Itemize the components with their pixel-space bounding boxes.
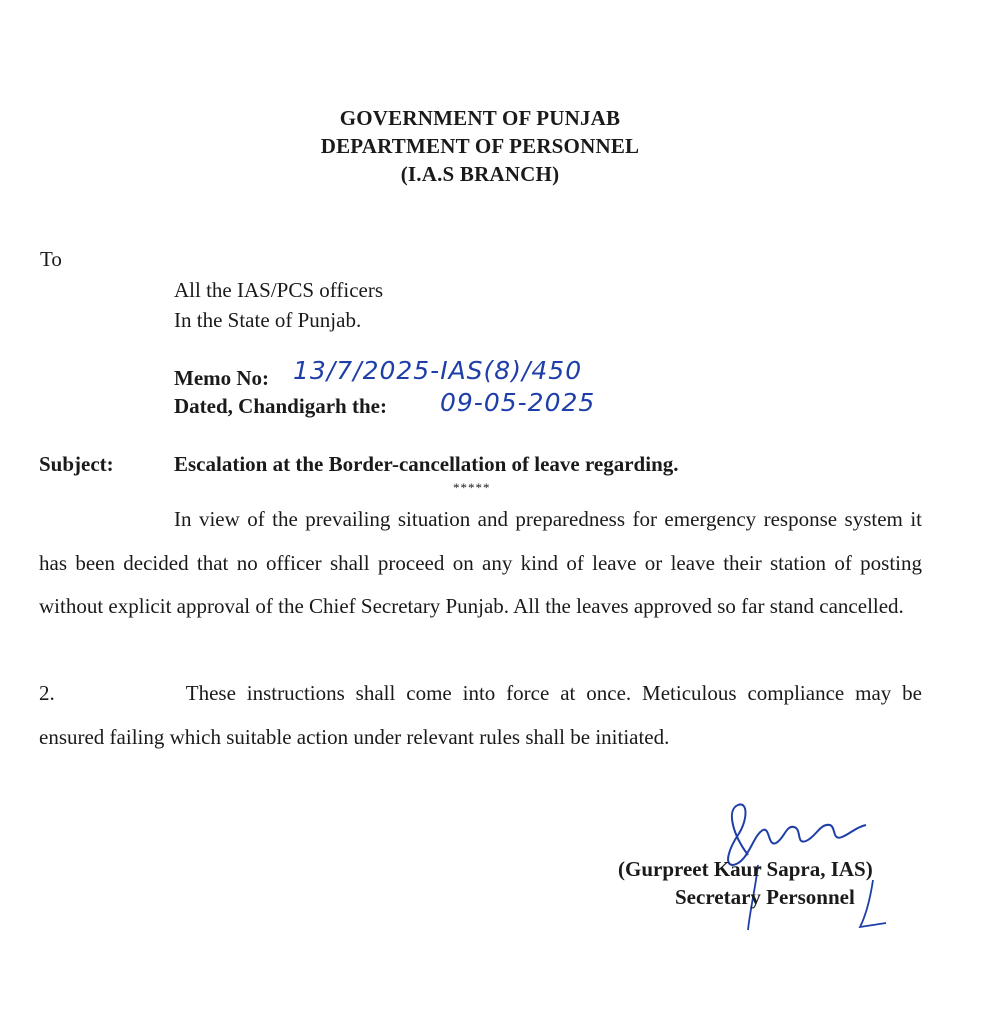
signatory-designation: Secretary Personnel: [675, 885, 855, 909]
header-department: DEPARTMENT OF PERSONNEL: [320, 134, 640, 158]
signatory-name: (Gurpreet Kaur Sapra, IAS): [618, 857, 873, 881]
paragraph-2-number: 2.: [39, 681, 55, 705]
dated-label: Dated, Chandigarh the:: [174, 394, 387, 418]
subject-separator: *****: [453, 480, 491, 495]
subject-text: Escalation at the Border-cancellation of leave regarding.: [174, 452, 679, 476]
recipient-line-2: In the State of Punjab.: [174, 308, 362, 332]
body-paragraph-1: [39, 498, 922, 629]
memo-label: Memo No:: [174, 366, 270, 390]
subject-label: Subject:: [39, 452, 114, 476]
paragraph-1-text: In view of the prevailing situation and preparedness for emergency response system it has been decided that no officer shall proceed on any kind of leave or leave their station of posting without explicit approval of the Chief Secretary Punjab. All the leaves approved so far stand cancelled.: [39, 507, 922, 618]
header-government: GOVERNMENT OF PUNJAB: [339, 106, 621, 130]
header-branch: (I.A.S BRANCH): [400, 162, 560, 186]
body-paragraph-2: [39, 672, 922, 759]
signature-block: [598, 795, 898, 940]
memo-number-handwritten: 13/7/2025-IAS(8)/450: [293, 356, 583, 385]
to-label: To: [40, 247, 62, 271]
paragraph-2-text: These instructions shall come into force at once. Meticulous compliance may be ensured failing which suitable action under relevant rules shall be initiated.: [39, 681, 922, 749]
date-handwritten: 09-05-2025: [440, 388, 596, 417]
recipient-line-1: All the IAS/PCS officers: [174, 278, 384, 302]
